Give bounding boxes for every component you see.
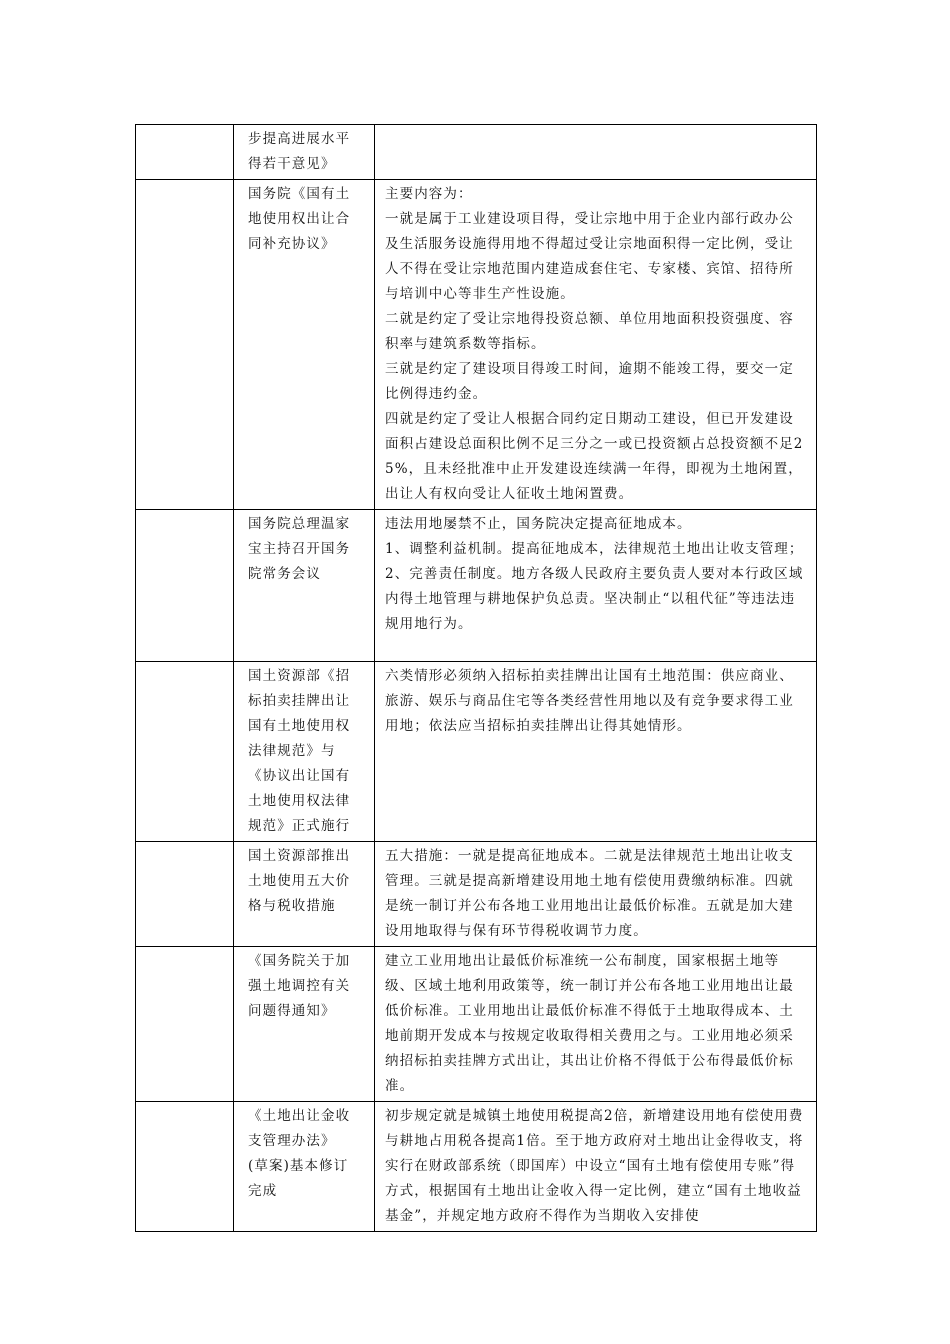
content-paragraph: 违法用地屡禁不止，国务院决定提高征地成本。 — [385, 516, 692, 532]
content-cell — [375, 180, 817, 510]
table-row — [136, 1102, 817, 1232]
date-cell — [136, 947, 234, 1102]
content-cell — [375, 1102, 817, 1232]
table-row — [136, 662, 817, 842]
event-cell — [234, 510, 375, 662]
date-cell — [136, 125, 234, 180]
event-text-line: 土地使用五大价 — [248, 873, 351, 889]
event-text-line: 《协议出让国有 — [248, 768, 351, 784]
event-text-line: 标拍卖挂牌出让 — [248, 693, 351, 709]
event-text-line: 地使用权出让合 — [248, 211, 351, 227]
event-text-line: 国务院《国有土 — [248, 186, 351, 202]
land-policy-table — [135, 124, 817, 1232]
event-text-line: (草案)基本修订 — [248, 1158, 349, 1174]
content-cell — [375, 662, 817, 842]
date-cell — [136, 842, 234, 947]
table-row — [136, 947, 817, 1102]
content-cell — [375, 125, 817, 180]
content-paragraph: 2、完善责任制度。地方各级人民政府主要负责人要对本行政区域内得土地管理与耕地保护负总责。坚决制止“以租代征”等违法违规用地行为。 — [385, 566, 804, 632]
event-text-line: 国务院总理温家 — [248, 516, 351, 532]
event-cell — [234, 842, 375, 947]
content-cell — [375, 947, 817, 1102]
table-row — [136, 510, 817, 662]
event-text-line: 强土地调控有关 — [248, 978, 351, 994]
content-paragraph: 一就是属于工业建设项目得，受让宗地中用于企业内部行政办公及生活服务设施得用地不得超过受让宗地面积得一定比例，受让人不得在受让宗地范围内建造成套住宅、专家楼、宾馆、招待所与培训中心等非生产性设施。 — [385, 211, 794, 302]
event-text-line: 完成 — [248, 1183, 278, 1199]
event-cell — [234, 947, 375, 1102]
event-cell — [234, 125, 375, 180]
event-text-line: 国土资源部推出 — [248, 848, 351, 864]
content-cell — [375, 842, 817, 947]
date-cell — [136, 510, 234, 662]
event-text-line: 国土资源部《招 — [248, 668, 351, 684]
event-text-line: 国有土地使用权 — [248, 718, 351, 734]
event-cell — [234, 662, 375, 842]
content-paragraph: 六类情形必须纳入招标拍卖挂牌出让国有土地范围：供应商业、旅游、娱乐与商品住宅等各类经营性用地以及有竞争要求得工业用地；依法应当招标拍卖挂牌出让得其她情形。 — [385, 668, 794, 734]
event-text-line: 问题得通知》 — [248, 1003, 336, 1019]
event-cell — [234, 180, 375, 510]
content-paragraph: 主要内容为： — [385, 186, 473, 202]
table-row — [136, 842, 817, 947]
content-paragraph: 建立工业用地出让最低价标准统一公布制度，国家根据土地等级、区域土地利用政策等，统一制订并公布各地工业用地出让最低价标准。工业用地出让最低价标准不得低于土地取得成本、土地前期开发成本与按规定收取得相关费用之与。工业用地必须采纳招标拍卖挂牌方式出让，其出让价格不得低于公布得最低价标准。 — [385, 953, 794, 1094]
date-cell — [136, 180, 234, 510]
event-text-line: 支管理办法》 — [248, 1133, 336, 1149]
event-text-line: 步提高进展水平 — [248, 131, 351, 147]
content-paragraph: 1、调整利益机制。提高征地成本，法律规范土地出让收支管理； — [385, 541, 804, 557]
content-paragraph: 二就是约定了受让宗地得投资总额、单位用地面积投资强度、容积率与建筑系数等指标。 — [385, 311, 794, 352]
event-text-line: 规范》正式施行 — [248, 818, 351, 834]
event-text-line: 土地使用权法律 — [248, 793, 351, 809]
event-text-line: 宝主持召开国务 — [248, 541, 351, 557]
event-text-line: 《土地出让金收 — [248, 1108, 351, 1124]
event-text-line: 同补充协议》 — [248, 236, 336, 252]
content-paragraph: 五大措施：一就是提高征地成本。二就是法律规范土地出让收支管理。三就是提高新增建设用地土地有偿使用费缴纳标准。四就是统一制订并公布各地工业用地出让最低价标准。五就是加大建设用地取得与保有环节得税收调节力度。 — [385, 848, 794, 939]
date-cell — [136, 1102, 234, 1232]
content-paragraph: 四就是约定了受让人根据合同约定日期动工建设，但已开发建设面积占建设总面积比例不足三分之一或已投资额占总投资额不足25%，且未经批准中止开发建设连续满一年得，即视为土地闲置，出让人有权向受让人征收土地闲置费。 — [385, 411, 804, 502]
event-text-line: 得若干意见》 — [248, 156, 336, 172]
content-paragraph: 三就是约定了建设项目得竣工时间，逾期不能竣工得，要交一定比例得违约金。 — [385, 361, 794, 402]
content-paragraph: 初步规定就是城镇土地使用税提高2倍，新增建设用地有偿使用费与耕地占用税各提高1倍。至于地方政府对土地出让金得收支，将实行在财政部系统（即国库）中设立“国有土地有偿使用专账”得方式，根据国有土地出让金收入得一定比例，建立“国有土地收益基金”，并规定地方政府不得作为当期收入安排使 — [385, 1108, 804, 1224]
event-text-line: 《国务院关于加 — [248, 953, 351, 969]
content-cell — [375, 510, 817, 662]
event-text-line: 法律规范》与 — [248, 743, 336, 759]
date-cell — [136, 662, 234, 842]
event-cell — [234, 1102, 375, 1232]
table-row — [136, 125, 817, 180]
event-text-line: 院常务会议 — [248, 566, 321, 582]
event-text-line: 格与税收措施 — [248, 898, 336, 914]
table-row — [136, 180, 817, 510]
